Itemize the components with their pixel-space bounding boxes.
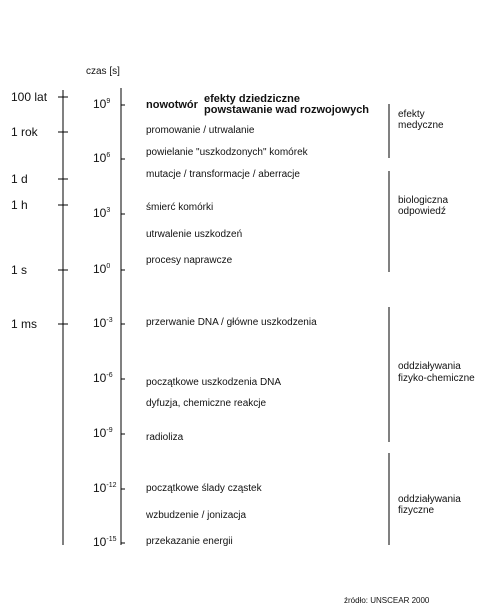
event-przerwanie: przerwanie DNA / główne uszkodzenia [146, 317, 317, 328]
event-dziedziczne: efekty dziedziczne [204, 93, 300, 105]
label-1d: 1 d [11, 172, 28, 186]
axis-label: czas [s] [86, 66, 120, 77]
group-medyczne-line2: medyczne [398, 120, 444, 131]
event-utrwalenie: utrwalenie uszkodzeń [146, 229, 243, 240]
event-poczatkowe-dna: początkowe uszkodzenia DNA [146, 377, 282, 388]
sec-label-em15: $10^{-15}$ [93, 535, 117, 549]
sec-label-em6: $10^{-6}$ [93, 371, 113, 385]
event-wady: powstawanie wad rozwojowych [204, 104, 370, 116]
group-medyczne-line1: efekty [398, 109, 425, 120]
label-1ms: 1 ms [11, 317, 38, 331]
label-1s: 1 s [11, 263, 28, 277]
event-radioliza: radioliza [146, 432, 184, 443]
group-biologiczna-line1: biologiczna [398, 195, 449, 206]
sec-label-em12: $10^{-12}$ [93, 481, 117, 495]
sec-label-e3: $10^3$ [93, 206, 111, 220]
group-chem-line2: fizyko-chemiczne [398, 373, 475, 384]
group-chem-line1: oddziaływania [398, 361, 461, 372]
event-dyfuzja: dyfuzja, chemiczne reakcje [146, 398, 267, 409]
sec-label-e6: $10^6$ [93, 151, 111, 165]
event-przekazanie: przekazanie energii [146, 536, 233, 547]
source-note: źródło: UNSCEAR 2000 [344, 596, 430, 605]
label-1y: 1 rok [11, 125, 38, 139]
label-100y: 100 lat [11, 90, 48, 104]
group-fiz-line1: oddziaływania [398, 494, 461, 505]
sec-label-e0: $10^0$ [93, 262, 111, 276]
sec-label-e9: $10^9$ [93, 97, 111, 111]
event-mutacje: mutacje / transformacje / aberracje [146, 169, 300, 180]
event-naprawcze: procesy naprawcze [146, 255, 233, 266]
event-powielanie: powielanie "uszkodzonych" komórek [146, 147, 308, 158]
event-slady: początkowe ślady cząstek [146, 483, 262, 494]
group-biologiczna-line2: odpowiedź [398, 206, 446, 217]
label-1h: 1 h [11, 198, 28, 212]
group-fiz-line2: fizyczne [398, 505, 435, 516]
event-nowotwor: nowotwór [146, 99, 198, 111]
event-wzbudzenie: wzbudzenie / jonizacja [146, 510, 247, 521]
sec-label-em3: $10^{-3}$ [93, 316, 113, 330]
event-promowanie: promowanie / utrwalanie [146, 125, 255, 136]
event-smierc: śmierć komórki [146, 202, 214, 213]
sec-label-em9: $10^{-9}$ [93, 426, 113, 440]
